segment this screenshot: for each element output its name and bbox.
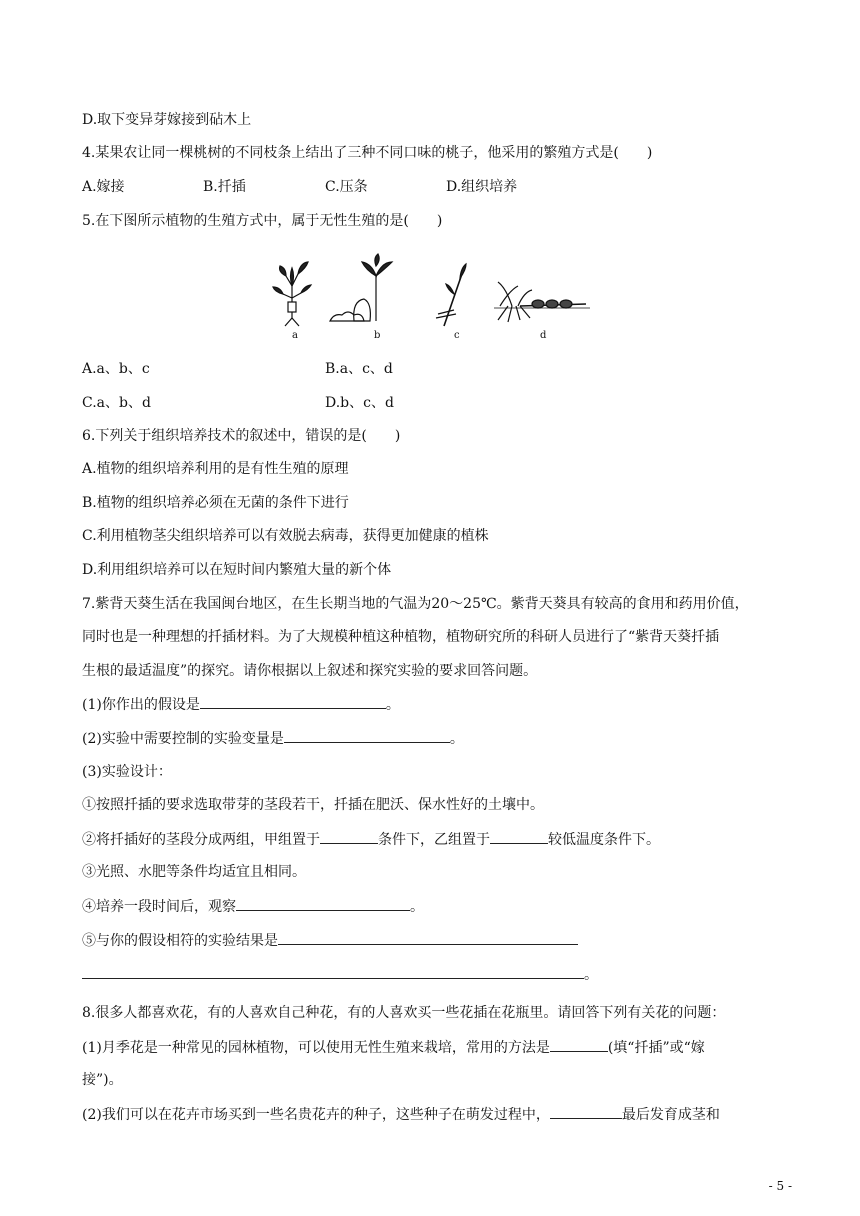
q7-part-2-end: 。: [449, 731, 464, 747]
q7-variable-blank[interactable]: [284, 728, 450, 743]
q5-figure: [268, 246, 598, 346]
q7-step-1: ①按照扦插的要求选取带芽的茎段若干，扦插在肥沃、保水性好的土壤中。: [82, 797, 544, 813]
q7-group-b-blank[interactable]: [490, 829, 548, 844]
q7-part-1: [82, 694, 400, 715]
q7-step-2-text-a: ②将扦插好的茎段分成两组，甲组置于: [82, 832, 320, 848]
q4-option-d: D.组织培养: [446, 179, 518, 195]
q7-step-4-end: 。: [410, 899, 424, 915]
q7-observe-blank[interactable]: [236, 896, 410, 911]
q8-part-2-text-a: (2)我们可以在花卉市场买到一些名贵花卉的种子，这些种子在萌发过程中，: [82, 1107, 550, 1123]
q8-stem: 8.很多人都喜欢花，有的人喜欢自己种花，有的人喜欢买一些花插在花瓶里。请回答下列有关花的问题：: [82, 1005, 726, 1021]
q6-option-a: A.植物的组织培养利用的是有性生殖的原理: [82, 461, 349, 477]
q7-group-a-blank[interactable]: [320, 829, 378, 844]
q7-step-2-text-c: 较低温度条件下。: [548, 832, 660, 848]
q7-hypothesis-blank[interactable]: [200, 694, 386, 709]
q7-stem-line-2: 同时也是一种理想的扦插材料。为了大规模种植这种植物，植物研究所的科研人员进行了“紫背天葵扦插: [82, 629, 720, 645]
figure-label-a: a: [292, 330, 298, 341]
q7-part-2: [82, 728, 464, 749]
q7-part-3: (3)实验设计：: [82, 764, 172, 780]
q8-part-1: [82, 1037, 705, 1058]
q5-option-c: C.a、b、d: [82, 395, 151, 411]
q7-part-2-text: (2)实验中需要控制的实验变量是: [82, 731, 284, 747]
q8-part-1-text-a: (1)月季花是一种常见的园林植物，可以使用无性生殖来栽培，常用的方法是: [82, 1040, 550, 1056]
q7-result-blank-1[interactable]: [278, 930, 578, 945]
q8-part-1-continued: 接”)。: [82, 1072, 123, 1088]
q7-step-2: [82, 829, 660, 850]
q6-stem: 6.下列关于组织培养技术的叙述中，错误的是( ): [82, 428, 401, 444]
q7-step-5-continued: [82, 964, 598, 985]
q5-option-b: B.a、c、d: [325, 361, 393, 377]
q7-part-1-text: (1)你作出的假设是: [82, 697, 200, 713]
q5-option-d: D.b、c、d: [325, 395, 394, 411]
q6-option-d: D.利用组织培养可以在短时间内繁殖大量的新个体: [82, 562, 392, 578]
q7-step-4-text: ④培养一段时间后，观察: [82, 899, 236, 915]
q6-option-c: C.利用植物茎尖组织培养可以有效脱去病毒，获得更加健康的植株: [82, 528, 489, 544]
q7-step-5-end: 。: [584, 967, 598, 983]
q4-option-b: B.扦插: [203, 179, 246, 195]
q7-step-4: [82, 896, 424, 917]
q4-option-a: A.嫁接: [82, 179, 125, 195]
q7-stem-line-3: 生根的最适温度”的探究。请你根据以上叙述和探究实验的要求回答问题。: [82, 663, 538, 679]
q4-stem: 4.某果农让同一棵桃树的不同枝条上结出了三种不同口味的桃子，他采用的繁殖方式是( ): [82, 145, 653, 161]
q7-part-1-end: 。: [385, 697, 400, 713]
q8-part-2-text-b: 最后发育成茎和: [621, 1107, 720, 1123]
page-number: - 5 -: [768, 1179, 792, 1193]
plant-reproduction-illustration: [268, 246, 598, 346]
q5-stem: 5.在下图所示植物的生殖方式中，属于无性生殖的是( ): [82, 213, 443, 229]
q7-result-blank-2[interactable]: [82, 964, 584, 979]
figure-label-b: b: [374, 330, 381, 341]
figure-label-d: d: [540, 330, 547, 341]
q7-step-3: ③光照、水肥等条件均适宜且相同。: [82, 864, 306, 880]
q6-option-b: B.植物的组织培养必须在无菌的条件下进行: [82, 495, 349, 511]
q8-seed-part-blank[interactable]: [550, 1104, 622, 1119]
q5-option-a: A.a、b、c: [82, 361, 150, 377]
q7-step-5-text: ⑤与你的假设相符的实验结果是: [82, 933, 278, 949]
q3-option-d: D.取下变异芽嫁接到砧木上: [82, 112, 252, 128]
q7-step-2-text-b: 条件下，乙组置于: [378, 832, 490, 848]
q7-step-5: [82, 930, 578, 951]
q7-stem-line-1: 7.紫背天葵生活在我国闽台地区，在生长期当地的气温为20～25℃。紫背天葵具有较高的食用和药用价值，: [82, 596, 749, 612]
q8-part-2: [82, 1104, 720, 1125]
q4-option-c: C.压条: [325, 179, 368, 195]
q8-method-blank[interactable]: [550, 1037, 608, 1052]
q8-part-1-text-b: (填“扦插”或“嫁: [607, 1040, 705, 1056]
figure-label-c: c: [454, 330, 460, 341]
